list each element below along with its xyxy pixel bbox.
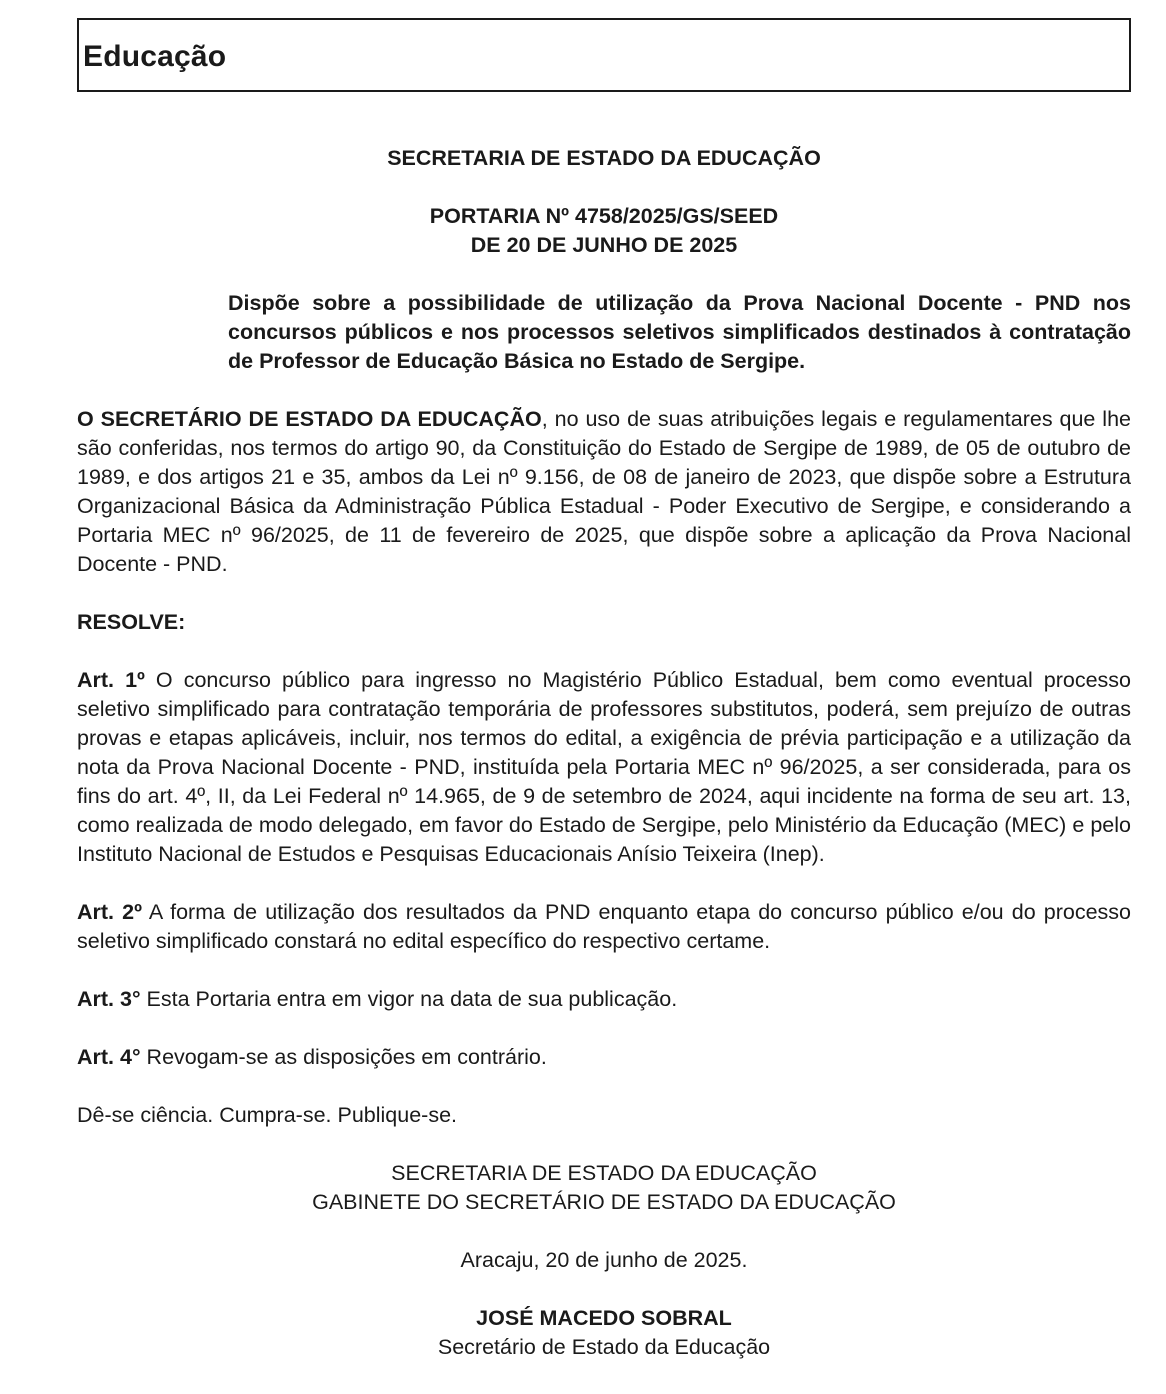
- article-1: [77, 666, 1131, 869]
- article-label: Art. 2º: [77, 900, 142, 924]
- preamble-text: , no uso de suas atribuições legais e regulamentares que lhe são conferidas, nos termos do artigo 90, da Constituição do Estado de Sergipe de 1989, de 05 de outubro de 1989, e dos artigos 21 e 35, ambos da Lei nº 9.156, de 08 de janeiro de 2023, que dispõe sobre a Estrutura Organizacional Básica da Administração Pública Estadual - Poder Executivo de Sergipe, e considerando a Portaria MEC nº 96/2025, de 11 de fevereiro de 2025, que dispõe sobre a aplicação da Prova Nacional Docente - PND.: [77, 407, 1131, 576]
- article-label: Art. 3°: [77, 987, 141, 1011]
- article-text: Revogam-se as disposições em contrário.: [140, 1045, 547, 1069]
- article-label: Art. 4°: [77, 1045, 141, 1069]
- signer-name: JOSÉ MACEDO SOBRAL: [476, 1306, 732, 1330]
- footer-org-line1: SECRETARIA DE ESTADO DA EDUCAÇÃO: [391, 1161, 817, 1185]
- resolve-heading: RESOLVE:: [77, 610, 186, 634]
- closing-formula: Dê-se ciência. Cumpra-se. Publique-se.: [77, 1103, 457, 1127]
- portaria-heading: [77, 202, 1131, 260]
- article-text: O concurso público para ingresso no Magistério Público Estadual, bem como eventual processo seletivo simplificado para contratação temporária de professores substitutos, poderá, sem prejuízo de outras provas e etapas aplicáveis, incluir, nos termos do edital, a exigência de prévia participação e a utilização da nota da Prova Nacional Docente - PND, instituída pela Portaria MEC nº 96/2025, a ser considerada, para os fins do art. 4º, II, da Lei Federal nº 14.965, de 9 de setembro de 2024, aqui incidente na forma de seu art. 13, como realizada de modo delegado, em favor do Estado de Sergipe, pelo Ministério da Educação (MEC) e pelo Instituto Nacional de Estudos e Pesquisas Educacionais Anísio Teixeira (Inep).: [77, 668, 1132, 866]
- portaria-number: PORTARIA Nº 4758/2025/GS/SEED: [429, 204, 779, 228]
- preamble-lead: O SECRETÁRIO DE ESTADO DA EDUCAÇÃO: [77, 407, 542, 431]
- footer-organization: [77, 1159, 1131, 1217]
- section-title: Educação: [83, 40, 227, 73]
- article-text: Esta Portaria entra em vigor na data de sua publicação.: [140, 987, 678, 1011]
- signature-block: [77, 1304, 1131, 1362]
- signer-title: Secretário de Estado da Educação: [437, 1335, 771, 1359]
- agency-heading: SECRETARIA DE ESTADO DA EDUCAÇÃO: [387, 146, 821, 170]
- document-page: [77, 18, 1131, 1362]
- article-text: A forma de utilização dos resultados da PND enquanto etapa do concurso público e/ou do processo seletivo simplificado constará no edital específico do respectivo certame.: [77, 900, 1132, 953]
- section-header-box: [77, 18, 1131, 92]
- place-date: Aracaju, 20 de junho de 2025.: [460, 1248, 748, 1272]
- footer-org-line2: GABINETE DO SECRETÁRIO DE ESTADO DA EDUCAÇÃO: [312, 1190, 896, 1214]
- portaria-date: DE 20 DE JUNHO DE 2025: [470, 233, 738, 257]
- ementa: Dispõe sobre a possibilidade de utilização da Prova Nacional Docente - PND nos concursos públicos e nos processos seletivos simplificados destinados à contratação de Professor de Educação Básica no Estado de Sergipe.: [228, 291, 1131, 373]
- article-2: [77, 898, 1131, 956]
- preamble-paragraph: [77, 405, 1131, 579]
- article-label: Art. 1º: [77, 668, 145, 692]
- article-4: [77, 1043, 1131, 1072]
- article-3: [77, 985, 1131, 1014]
